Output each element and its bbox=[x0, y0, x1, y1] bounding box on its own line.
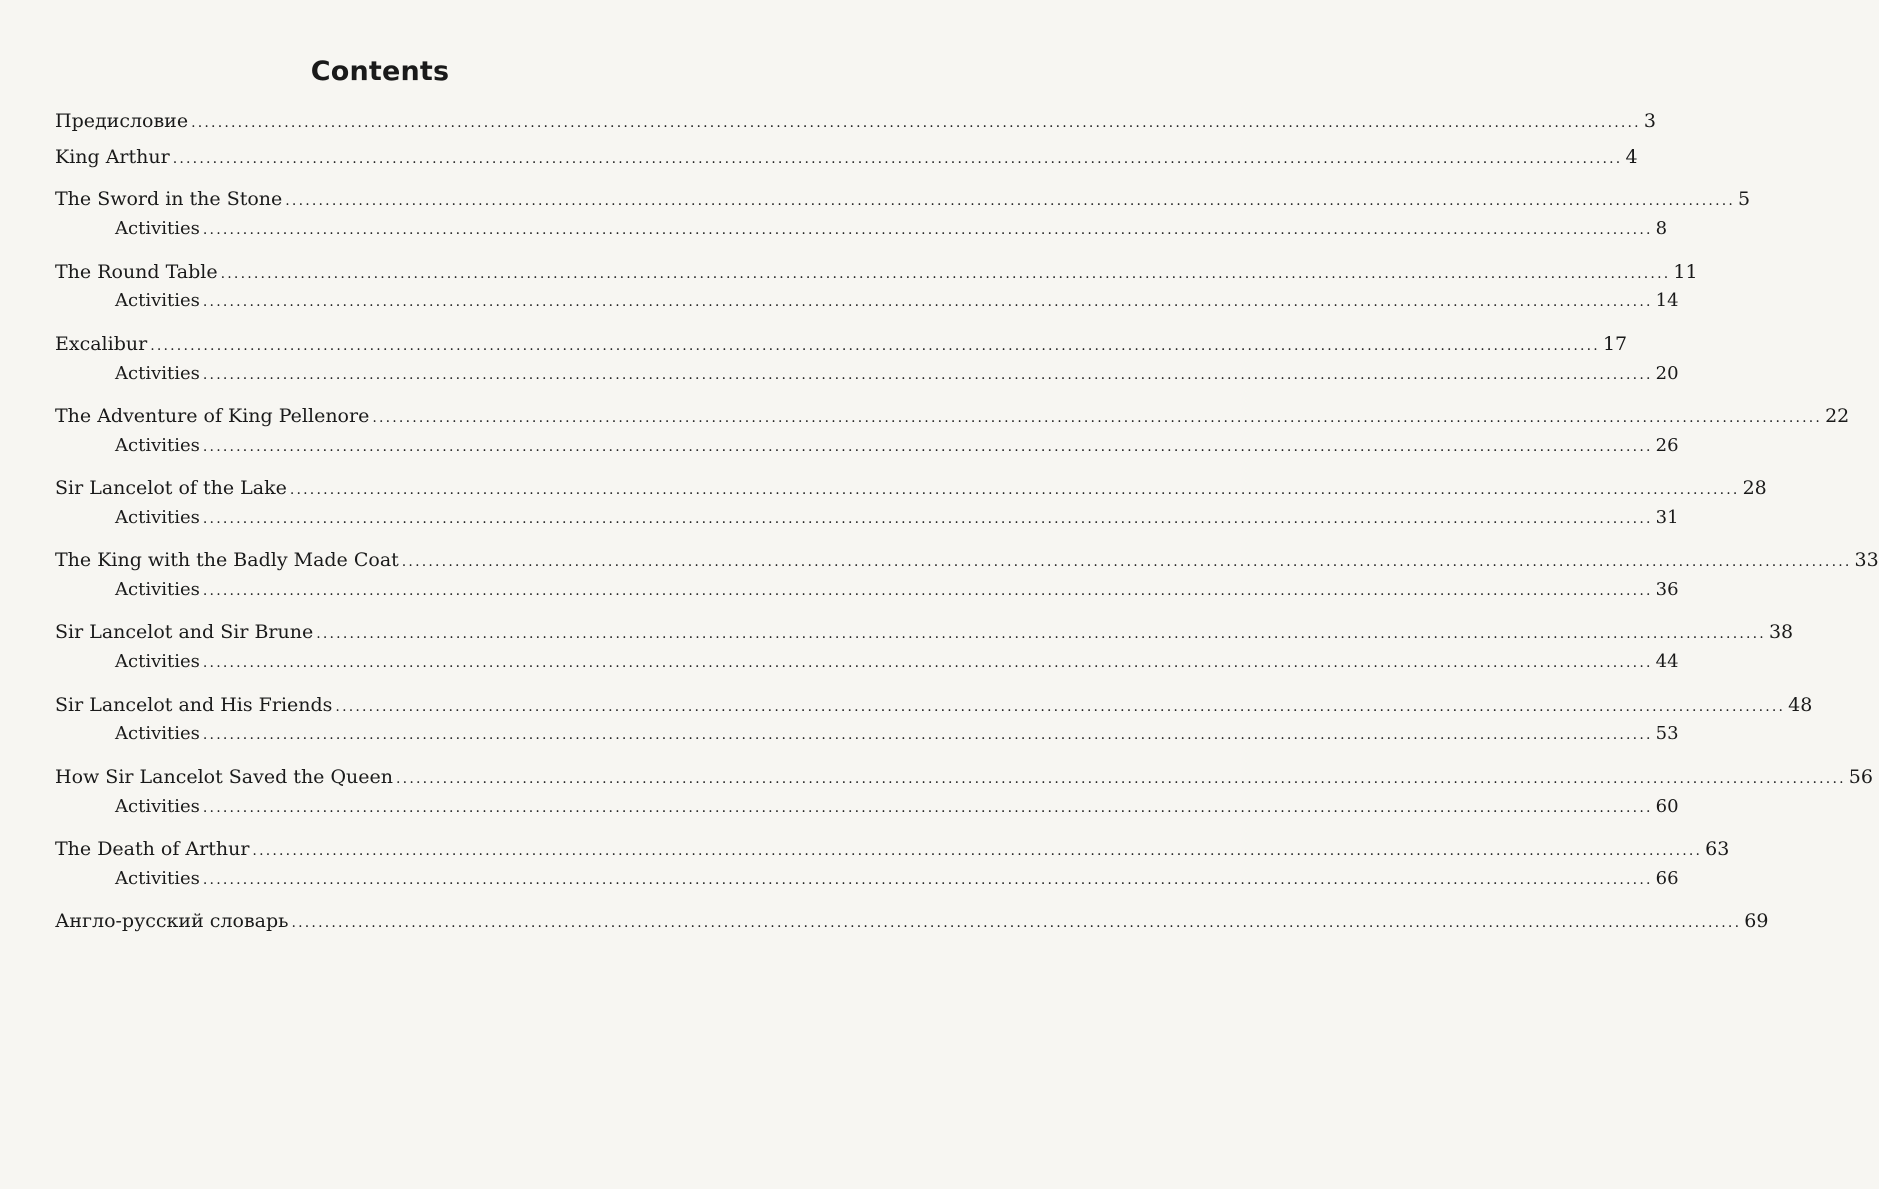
toc-entry-page: 60 bbox=[1655, 796, 1679, 817]
toc-entry-label: Activities bbox=[115, 435, 200, 456]
dot-leader: .......................................................................................................................................................................................................................... bbox=[289, 482, 1740, 498]
toc-entry-round-table[interactable] bbox=[55, 259, 1698, 285]
toc-entry-activities[interactable] bbox=[115, 288, 1679, 314]
toc-entry-lancelot-and-brune[interactable] bbox=[55, 619, 1794, 645]
toc-entry-page: 48 bbox=[1788, 694, 1813, 716]
toc-entry-activities[interactable] bbox=[115, 649, 1679, 675]
toc-entry-page: 8 bbox=[1655, 218, 1668, 239]
dot-leader: .......................................................................................................................................................................................................................... bbox=[285, 193, 1736, 209]
page-title: Contents bbox=[310, 56, 450, 87]
toc-entry-page: 3 bbox=[1643, 110, 1656, 132]
dot-leader: .......................................................................................................................................................................................................................... bbox=[372, 410, 1823, 426]
toc-entry-label: Activities bbox=[115, 651, 200, 672]
toc-entry-activities[interactable] bbox=[115, 433, 1679, 459]
toc-entry-page: 17 bbox=[1602, 333, 1628, 355]
toc-entry-label: Activities bbox=[115, 290, 200, 311]
toc-entry-page: 69 bbox=[1744, 910, 1769, 932]
toc-entry-label: Предисловие bbox=[55, 110, 189, 132]
toc-entry-page: 44 bbox=[1655, 651, 1679, 672]
toc-entry-badly-made-coat[interactable] bbox=[55, 547, 1879, 573]
toc-entry-page: 28 bbox=[1742, 477, 1767, 499]
toc-entry-activities[interactable] bbox=[115, 794, 1679, 820]
toc-entry-king-pellenore[interactable] bbox=[55, 403, 1850, 429]
dot-leader: .......................................................................................................................................................................................................................... bbox=[202, 439, 1653, 455]
toc-entry-label: Sir Lancelot of the Lake bbox=[55, 477, 287, 499]
dot-leader: .......................................................................................................................................................................................................................... bbox=[252, 843, 1703, 859]
toc-entry-page: 36 bbox=[1655, 579, 1679, 600]
toc-entry-label: Sir Lancelot and Sir Brune bbox=[55, 621, 314, 643]
dot-leader: .......................................................................................................................................................................................................................... bbox=[202, 800, 1653, 816]
toc-entry-label: Sir Lancelot and His Friends bbox=[55, 694, 333, 716]
dot-leader: .......................................................................................................................................................................................................................... bbox=[202, 294, 1653, 310]
dot-leader: .......................................................................................................................................................................................................................... bbox=[191, 115, 1641, 131]
dot-leader: .......................................................................................................................................................................................................................... bbox=[202, 222, 1653, 238]
dot-leader: .......................................................................................................................................................................................................................... bbox=[202, 727, 1653, 743]
toc-entry-page: 26 bbox=[1655, 435, 1679, 456]
toc-entry-page: 5 bbox=[1738, 188, 1751, 210]
toc-entry-lancelot-of-lake[interactable] bbox=[55, 475, 1767, 501]
toc-entry-page: 11 bbox=[1673, 261, 1698, 283]
toc-entry-activities[interactable] bbox=[115, 721, 1679, 747]
toc-entry-king-arthur[interactable] bbox=[55, 144, 1638, 170]
toc-entry-label: Activities bbox=[115, 723, 200, 744]
toc-entry-activities[interactable] bbox=[115, 866, 1679, 892]
dot-leader: .......................................................................................................................................................................................................................... bbox=[220, 266, 1671, 282]
dot-leader: .......................................................................................................................................................................................................................... bbox=[202, 367, 1653, 383]
dot-leader: .......................................................................................................................................................................................................................... bbox=[172, 151, 1623, 167]
toc-entry-lancelot-friends[interactable] bbox=[55, 692, 1813, 718]
dot-leader: .......................................................................................................................................................................................................................... bbox=[202, 872, 1653, 888]
toc-entry-page: 53 bbox=[1655, 723, 1679, 744]
toc-entry-saved-queen[interactable] bbox=[55, 764, 1873, 790]
dot-leader: .......................................................................................................................................................................................................................... bbox=[316, 626, 1766, 642]
toc-entry-page: 22 bbox=[1825, 405, 1850, 427]
dot-leader: .......................................................................................................................................................................................................................... bbox=[396, 771, 1846, 787]
toc-entry-label: Activities bbox=[115, 218, 200, 239]
toc-entry-page: 31 bbox=[1655, 507, 1679, 528]
toc-entry-page: 20 bbox=[1655, 363, 1679, 384]
toc-entry-sword-in-stone[interactable] bbox=[55, 186, 1751, 212]
toc-entry-activities[interactable] bbox=[115, 216, 1668, 242]
dot-leader: .......................................................................................................................................................................................................................... bbox=[335, 699, 1786, 715]
dot-leader: .......................................................................................................................................................................................................................... bbox=[401, 554, 1852, 570]
toc-entry-page: 4 bbox=[1625, 146, 1638, 168]
toc-entry-label: The King with the Badly Made Coat bbox=[55, 549, 399, 571]
toc-entry-label: Excalibur bbox=[55, 333, 148, 355]
dot-leader: .......................................................................................................................................................................................................................... bbox=[202, 511, 1653, 527]
toc-entry-label: The Sword in the Stone bbox=[55, 188, 283, 210]
toc-entry-label: Activities bbox=[115, 796, 200, 817]
toc-entry-glossary[interactable] bbox=[55, 908, 1769, 934]
toc-entry-label: The Death of Arthur bbox=[55, 838, 250, 860]
toc-entry-label: Activities bbox=[115, 579, 200, 600]
toc-entry-label: The Round Table bbox=[55, 261, 218, 283]
toc-entry-death-of-arthur[interactable] bbox=[55, 836, 1730, 862]
toc-entry-label: Activities bbox=[115, 363, 200, 384]
toc-entry-preface[interactable] bbox=[55, 108, 1656, 134]
toc-entry-page: 66 bbox=[1655, 868, 1679, 889]
dot-leader: .......................................................................................................................................................................................................................... bbox=[202, 655, 1653, 671]
toc-entry-label: Activities bbox=[115, 868, 200, 889]
toc-entry-page: 63 bbox=[1705, 838, 1730, 860]
toc-entry-label: Activities bbox=[115, 507, 200, 528]
dot-leader: .......................................................................................................................................................................................................................... bbox=[202, 583, 1653, 599]
toc-entry-activities[interactable] bbox=[115, 505, 1679, 531]
toc-entry-page: 14 bbox=[1655, 290, 1679, 311]
toc-entry-page: 33 bbox=[1854, 549, 1879, 571]
toc-entry-label: How Sir Lancelot Saved the Queen bbox=[55, 766, 394, 788]
toc-entry-label: The Adventure of King Pellenore bbox=[55, 405, 370, 427]
toc-entry-activities[interactable] bbox=[115, 361, 1679, 387]
dot-leader: .......................................................................................................................................................................................................................... bbox=[291, 915, 1742, 931]
toc-entry-activities[interactable] bbox=[115, 577, 1679, 603]
toc-entry-label: King Arthur bbox=[55, 146, 170, 168]
toc-entry-label: Англо-русский словарь bbox=[55, 910, 289, 932]
toc-entry-page: 38 bbox=[1768, 621, 1794, 643]
dot-leader: .......................................................................................................................................................................................................................... bbox=[150, 338, 1600, 354]
toc-entry-excalibur[interactable] bbox=[55, 331, 1628, 357]
toc-entry-page: 56 bbox=[1848, 766, 1873, 788]
